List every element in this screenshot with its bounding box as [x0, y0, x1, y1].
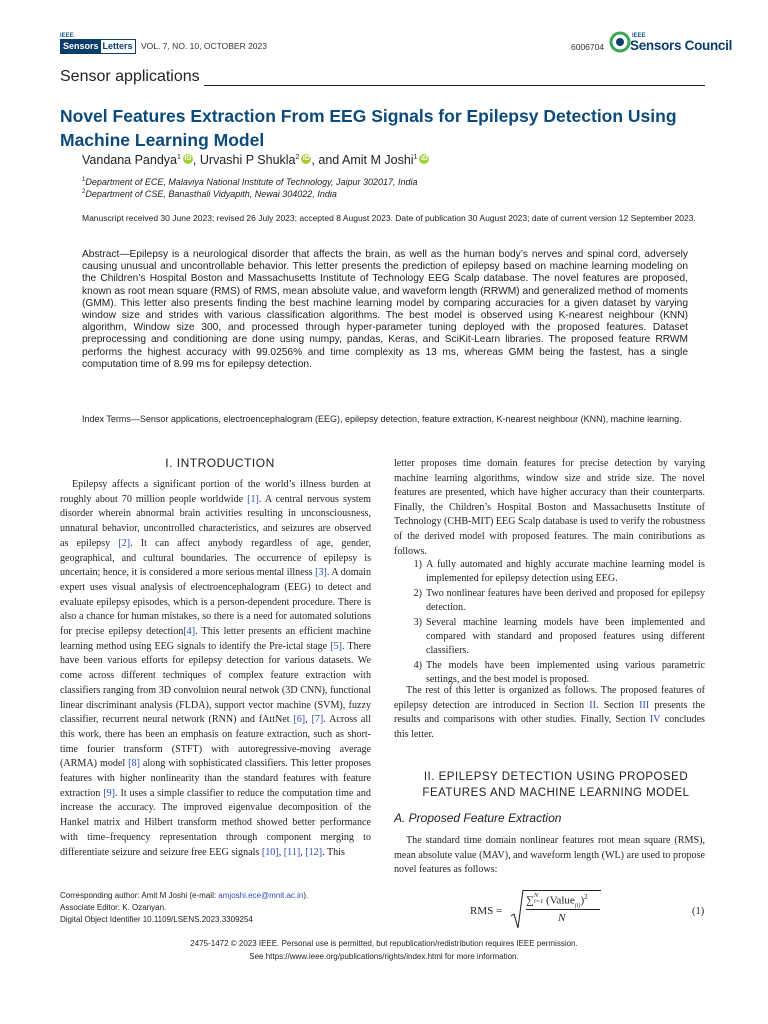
body-text: . This	[322, 846, 345, 858]
body-text: The rest of this letter is organized as follows. The proposed features of epilepsy detection are introduced in Section	[394, 685, 705, 711]
paper-title: Novel Features Extraction From EEG Signals for Epilepsy Detection Using Machine Learning Model	[60, 106, 677, 150]
affiliation-text: Department of CSE, Banasthali Vidyapith, Newai 304022, India	[85, 189, 337, 199]
copyright-line-1: 2475-1472 © 2023 IEEE. Personal use is permitted, but republication/redistribution requires IEEE permission.	[190, 939, 578, 948]
equation-term: (Value	[546, 894, 575, 907]
list-text: A fully automated and highly accurate machine learning model is implemented for epilepsy detection using EEG.	[426, 559, 705, 585]
list-item	[394, 587, 705, 616]
author-separator: , and	[311, 153, 343, 167]
ieee-logo-text: IEEE	[60, 33, 74, 39]
section-2-heading-line-1: II. EPILEPSY DETECTION USING PROPOSED	[423, 771, 689, 783]
body-text: . This letter presents an efficient machine learning method using EEG signals to identify the Pre-ictal stage	[60, 626, 371, 652]
body-text: ,	[300, 846, 306, 858]
body-text: . Section	[596, 699, 640, 711]
sum-upper-limit: N	[533, 892, 539, 899]
intro-body	[60, 478, 371, 860]
copyright-notice	[0, 938, 768, 963]
reference-link[interactable]: [4]	[183, 626, 196, 638]
reference-link[interactable]: [6]	[293, 714, 306, 726]
body-text: . Across all this work, there has been an emphasis on feature extraction, such as short-time fourier transform (STFT) with autoregressive-moving average (ARMA) model	[60, 714, 372, 770]
reference-link[interactable]: [8]	[128, 758, 140, 770]
body-text: along with sophisticated classifiers. This letter proposes features with higher nonlinearity than the standard features with feature extraction	[60, 758, 371, 799]
feature-extraction-paragraph: The standard time domain nonlinear features root mean square (RMS), mean absolute value (MAV), and waveform length (WL) are used to propose novel features as follows:	[394, 835, 705, 876]
list-text: The models have been implemented using various parametric settings, and the best model is proposed.	[426, 659, 705, 686]
reference-link[interactable]: IV	[649, 714, 661, 726]
reference-link[interactable]: III	[639, 699, 650, 711]
body-text: ,	[278, 846, 284, 858]
body-text: . There have been various efforts for epilepsy detection for various datasets. We come across different techniques of complex feature extraction with classifiers ranging from 3D convoluion neural netwok (3D CNN), functional linear discriminant analysis (FLDA), support vector machine (SVM), fuzzy classifier, recurrent neural network (RNN) and fAttNet	[60, 640, 371, 726]
reference-link[interactable]: [2]	[118, 537, 131, 549]
journal-volume: VOL. 7, NO. 10, OCTOBER 2023	[141, 41, 267, 51]
author-separator: ,	[192, 153, 200, 167]
body-text: . It can affect anybody regardless of age, gender, geographical, and cultural boundaries. The occurrence of epilepsy is uncertain; hence, it is considered a more serious mental illness	[60, 537, 371, 579]
affiliation-sup: 1	[82, 177, 86, 183]
reference-link[interactable]: [12]	[305, 846, 323, 858]
author-affil-sup: 1	[177, 153, 181, 161]
list-number: 2)	[413, 587, 422, 599]
intro-paragraph	[60, 478, 371, 860]
footnotes	[60, 890, 308, 926]
orcid-icon[interactable]: iD	[420, 155, 428, 162]
section-2-heading-line-2: FEATURES AND MACHINE LEARNING MODEL	[422, 787, 690, 799]
index-terms: Index Terms—Sensor applications, electroencephalogram (EEG), epilepsy detection, feature extraction, K-nearest neighbour (KNN), machine learning.	[82, 414, 682, 424]
section-label: Sensor applications	[60, 68, 200, 85]
sensors-letters-logo	[60, 39, 136, 54]
affiliation-sup: 2	[82, 189, 86, 195]
corresponding-suffix: ).	[303, 891, 309, 900]
author-affil-sup: 2	[295, 153, 300, 161]
reference-link[interactable]: [1]	[247, 493, 259, 505]
abstract: Abstract—Epilepsy is a neurological disorder that affects the brain, as well as the human body’s nerves and spinal cord, adversely causing unusual and uncontrollable behavior. This letter presents the prediction of epilepsy based on machine learning modeling on the Children’s Hospital Boston and Massachusetts Institute of Technology EEG Scalp database. The novel features are proposed, known as root mean square (RMS) of RMS, mean absolute value, and waveform length (RRWM) and generalized method of moments (GMM). This letter also presents finding the best machine learning model by comparing accuracies for a given dataset by varying window size and strides with various classification algorithms. The best model is observed using K-nearest neighbour (KNN) algorithm, Window size 300, and processed through hyper-parameter tuning deployed with the proposed features. Dataset preprocessing and conditioning are done using numpy, pandas, Keras, and SciKit-Learn libraries. The proposed feature RRWM performs the highest accuracy with 99.0256% and time complexity as 13 ms, whereas GMM being the fastest, has a single computation time of 8.99 ms for epilepsy detection.	[82, 249, 688, 370]
orcid-icon[interactable]: iD	[302, 155, 310, 162]
reference-link[interactable]: [5]	[330, 640, 343, 652]
organization-text	[394, 684, 705, 742]
subsection-a-heading: A. Proposed Feature Extraction	[394, 811, 562, 825]
body-text: . A central nervous system disorder wherein abnormal brain activities resulting in unconsciousness, unnatural behavior, uncontrolled characteristics, and seizures are observed as epilepsy	[60, 493, 372, 549]
sqrt-icon	[510, 888, 524, 932]
list-number: 1)	[413, 559, 422, 570]
copyright-line-2: See https://www.ieee.org/publications/rights/index.html for more information.	[249, 951, 519, 961]
body-text: . A domain expert uses visual analysis of electroencephalogram (EEG) to detect and evaluate epilepsy episodes, which is a person-dependent procedure. There is also a chance for human mistakes, so there is a need for automated solutions for precise epilepsy detection	[60, 567, 371, 638]
list-text: Several machine learning models have been implemented and compared with standard and proposed features using different classifiers.	[426, 616, 705, 657]
manuscript-dates: Manuscript received 30 June 2023; revised 26 July 2023; accepted 8 August 2023. Date of publication 30 August 2023; date of current version 12 September 2023.	[82, 213, 696, 223]
section-rule	[204, 85, 705, 86]
author-name: Urvashi P Shukla	[199, 153, 296, 167]
body-text: presents the results and comparisons with other studies. Finally, Section	[394, 699, 705, 726]
doi: Digital Object Identifier 10.1109/LSENS.2023.3309254	[60, 915, 253, 924]
author-list	[82, 153, 429, 167]
organization-paragraph	[394, 684, 705, 742]
fraction-bar	[526, 909, 600, 910]
list-text: Two nonlinear features have been derived and proposed for epilepsy detection.	[426, 587, 705, 614]
sqrt-bar	[523, 890, 601, 891]
reference-link[interactable]: [10]	[261, 846, 279, 858]
logo-part-1: Sensors	[63, 41, 99, 51]
body-text: ,	[305, 714, 312, 726]
author-affil-sup: 1	[413, 153, 418, 161]
body-text: concludes this letter.	[394, 714, 705, 740]
body-text: . It uses a simple classifier to reduce the computation time and increase the accuracy. The improved eigenvalue decomposition of the Hankel matrix and Hilbert transform method showed better performance with time–frequency representation through component merging to differentiate seizure and seizure free EEG signals	[60, 787, 371, 858]
body-text: Epilepsy affects a significant portion of the world’s illness burden at roughly about 70 million people worldwide	[60, 479, 371, 505]
equation-term-sub: (i)	[574, 902, 581, 909]
section-2-heading	[394, 769, 718, 801]
reference-link[interactable]: [9]	[103, 787, 116, 799]
list-number: 4)	[413, 659, 422, 671]
list-item	[394, 616, 705, 659]
logo-part-2: Letters	[102, 41, 133, 51]
equation-lhs: RMS =	[470, 905, 503, 917]
author-name: Vandana Pandya	[82, 153, 177, 167]
reference-link[interactable]: [3]	[315, 567, 327, 579]
reference-link[interactable]: [7]	[311, 714, 324, 726]
council-name: Sensors Council	[630, 38, 733, 53]
corresponding-author	[60, 890, 308, 902]
reference-link[interactable]: II	[589, 699, 596, 711]
council-ieee-text: IEEE	[632, 33, 646, 39]
intro-continued: letter proposes time domain features for precise detection by varying machine learning algorithms, window size and stride size. The novel features are presented, which have higher accuracy than their counterparts. Finally, the Children’s Hospital Boston and Massachusetts Institute of Technology (CHB-MIT) EEG Scalp database is used to verify the robustness of the derived model with proposed features. The main contributions as follows.	[394, 458, 706, 557]
equation-1	[470, 888, 670, 932]
sensors-council-icon	[609, 31, 631, 53]
list-item	[394, 558, 705, 587]
sum-lower-limit: i=1	[533, 898, 544, 905]
sum-symbol: ∑	[526, 894, 534, 907]
email-link[interactable]: amjoshi.ece@mnit.ac.in	[218, 891, 304, 900]
corresponding-prefix: Corresponding author: Amit M Joshi (e-mail:	[60, 891, 219, 900]
equation-numerator: ∑N i=1 (Value$_{(i)}$)$^2$	[526, 892, 588, 909]
affiliation-text: Department of ECE, Malaviya National Institute of Technology, Jaipur 302017, India	[85, 177, 418, 187]
orcid-icon[interactable]: iD	[184, 155, 192, 162]
affiliation-2	[82, 189, 337, 199]
list-number: 3)	[413, 616, 422, 628]
page-number: 6006704	[571, 42, 605, 52]
reference-link[interactable]: [11]	[283, 846, 301, 858]
contribution-list	[394, 558, 705, 688]
author-name: Amit M Joshi	[342, 153, 414, 167]
affiliation-1	[82, 177, 418, 187]
equation-denominator: N	[558, 912, 566, 924]
feature-extraction-text	[394, 834, 705, 878]
equation-number: (1)	[692, 906, 705, 917]
associate-editor: Associate Editor: K. Ozanyan.	[60, 903, 167, 912]
intro-heading: I. INTRODUCTION	[165, 456, 275, 470]
equation-term-sup: 2	[584, 893, 588, 901]
